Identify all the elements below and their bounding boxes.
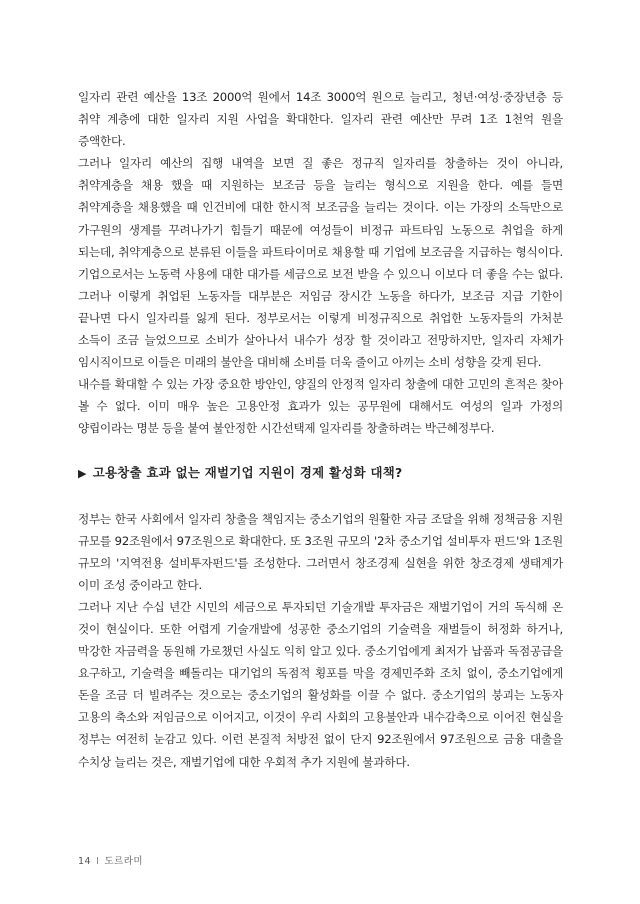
- footer-separator: I: [96, 856, 100, 867]
- paragraph-4: 정부는 한국 사회에서 일자리 창출을 책임지는 중소기업의 원활한 자금 조달을 위해 정책금융 지원 규모를 92조원에서 97조원으로 확대한다. 또 3조원 규모의 '2차 중소기업 설비투자 펀드'와 1조원 규모의 '지역전용 설비투자펀드'를 조성한다. 그러면서 창조경제 실현을 위한 창조경제 생태계가 이미 조성 중이라고 한다.: [78, 511, 563, 592]
- page-number: 14: [78, 856, 92, 867]
- paragraph-1: 일자리 관련 예산을 13조 2000억 원에서 14조 3000억 원으로 늘리고, 청년·여성·중장년층 등 취약 계층에 대한 일자리 지원 사업을 확대한다. 일자리 관련 예산만 무려 1조 1천억 원을 증액한다.: [78, 90, 563, 149]
- article-body: [78, 86, 563, 773]
- paragraph-2: 그러나 일자리 예산의 집행 내역을 보면 질 좋은 정규직 일자리를 창출하는 것이 아니라, 취약계층을 채용 했을 때 지원하는 보조금 등을 늘리는 형식으로 지원을 한다. 예를 들면 취약계층을 채용했을 때 인건비에 대한 한시적 보조금을 늘리는 것이다. 이는 가장의 소득만으로 가구원의 생계를 꾸려나가기 힘들기 때문에 여성들이 비정규 파트타임 노동으로 취업을 하게 되는데, 취약계층으로 분류된 이들을 파트타이머로 채용할 때 기업에 보조금을 지급하는 형식이다. 기업으로서는 노동력 사용에 대한 대가를 세금으로 보전 받을 수 있으니 이보다 더 좋을 수는 없다. 그러나 이렇게 취업된 노동자들 대부분은 저임금 장시간 노동을 하다가, 보조금 지급 기한이 끝나면 다시 일자리를 잃게 된다. 정부로서는 이렇게 비정규직으로 취업한 노동자들의 가처분 소득이 조금 늘었으므로 소비가 살아나서 내수가 성장 할 것이라고 전망하지만, 일자리 자체가 임시직이므로 이들은 미래의 불안을 대비해 소비를 더욱 줄이고 아끼는 소비 성향을 갖게 된다.: [78, 156, 563, 370]
- section-heading: [78, 462, 563, 485]
- paragraph-3: 내수를 확대할 수 있는 가장 중요한 방안인, 양질의 안정적 일자리 창출에 대한 고민의 흔적은 찾아 볼 수 없다. 이미 매우 높은 고용안정 효과가 있는 공무원에 대해서도 여성의 일과 가정의 양립이라는 명분 등을 붙여 불안정한 시간선택제 일자리를 창출하려는 박근혜정부다.: [78, 377, 563, 436]
- page-footer: [78, 853, 143, 867]
- publication-name: 도르라미: [104, 856, 144, 867]
- paragraph-5: 그러나 지난 수십 년간 시민의 세금으로 투자되던 기술개발 투자금은 재벌기업이 거의 독식해 온 것이 현실이다. 또한 어렵게 기술개발에 성공한 중소기업의 기술력을 재벌들이 허정화 하거나, 막강한 자금력을 동원해 가로챘던 사실도 익히 알고 있다. 중소기업에게 최저가 납품과 독점공급을 요구하고, 기술력을 빼돌리는 대기업의 독점적 횡포를 막을 경제민주화 조치 없이, 중소기업에게 돈을 조금 더 빌려주는 것으로는 중소기업의 활성화를 이끌 수 없다. 중소기업의 붕괴는 노동자 고용의 축소와 저임금으로 이어지고, 이것이 우리 사회의 고용불안과 내수감축으로 이어진 현실을 정부는 여전히 눈감고 있다. 이런 본질적 처방전 없이 단지 92조원에서 97조원으로 금융 대출을 수치상 늘리는 것은, 재벌기업에 대한 우회적 추가 지원에 불과하다.: [78, 599, 563, 769]
- section-heading-text: 고용창출 효과 없는 재벌기업 지원이 경제 활성화 대책?: [92, 464, 403, 480]
- triangle-bullet-icon: ▶: [78, 466, 87, 480]
